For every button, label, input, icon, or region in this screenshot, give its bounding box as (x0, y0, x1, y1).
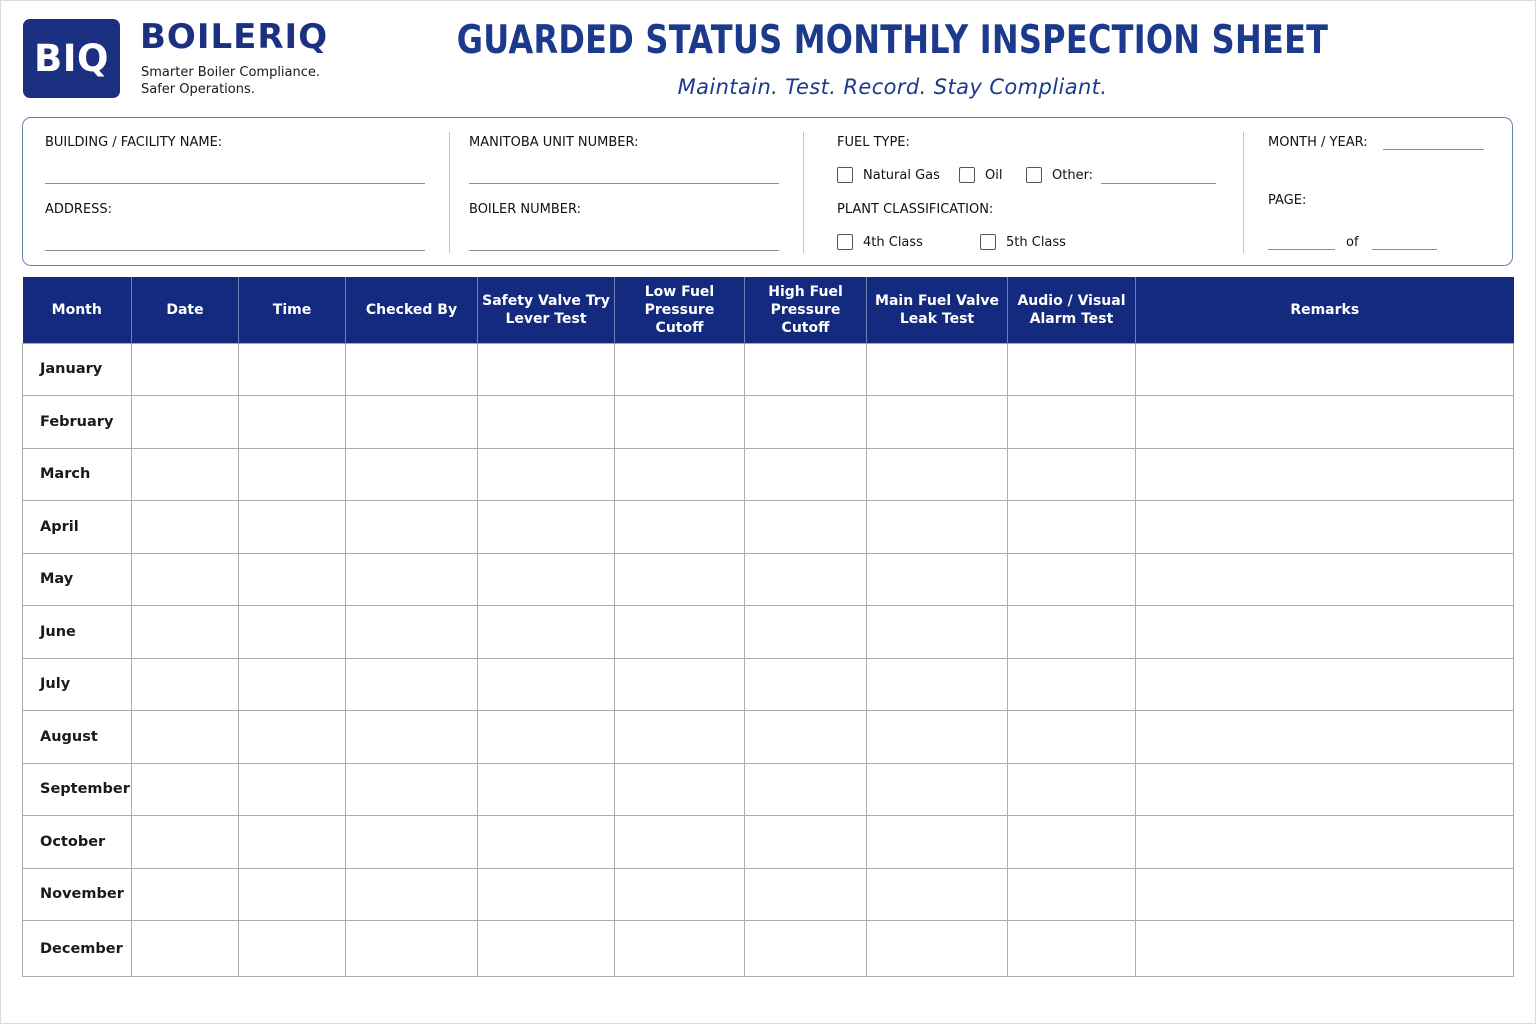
month-cell: June (23, 606, 132, 659)
entry-cell[interactable] (239, 553, 346, 606)
entry-cell[interactable] (1136, 921, 1514, 977)
page-subtitle: Maintain. Test. Record. Stay Compliant. (677, 75, 1108, 99)
entry-cell[interactable] (478, 396, 615, 449)
entry-cell[interactable] (1136, 553, 1514, 606)
entry-cell[interactable] (1008, 868, 1136, 921)
brand-tagline-2: Safer Operations. (141, 82, 255, 97)
entry-cell[interactable] (132, 606, 239, 659)
entry-cell[interactable] (745, 343, 867, 396)
entry-cell[interactable] (239, 343, 346, 396)
month-cell: April (23, 501, 132, 554)
entry-cell[interactable] (239, 448, 346, 501)
month-cell: November (23, 868, 132, 921)
divider (1243, 132, 1244, 253)
column-header: Main Fuel Valve Leak Test (867, 277, 1008, 343)
table-row (23, 763, 1514, 816)
entry-cell[interactable] (867, 868, 1008, 921)
month-cell: May (23, 553, 132, 606)
entry-cell[interactable] (745, 711, 867, 764)
entry-cell[interactable] (1136, 816, 1514, 869)
column-header: Audio / Visual Alarm Test (1008, 277, 1136, 343)
building-name-field[interactable] (45, 183, 425, 184)
entry-cell[interactable] (867, 343, 1008, 396)
entry-cell[interactable] (132, 816, 239, 869)
entry-cell[interactable] (239, 868, 346, 921)
month-cell: January (23, 343, 132, 396)
page-title: GUARDED STATUS MONTHLY INSPECTION SHEET (456, 18, 1329, 63)
entry-cell[interactable] (132, 763, 239, 816)
table-row (23, 868, 1514, 921)
entry-cell[interactable] (867, 501, 1008, 554)
entry-cell[interactable] (346, 763, 478, 816)
column-header: Date (132, 277, 239, 343)
entry-cell[interactable] (478, 816, 615, 869)
entry-cell[interactable] (867, 448, 1008, 501)
table-row (23, 553, 1514, 606)
entry-cell[interactable] (745, 396, 867, 449)
page-label: PAGE: (1268, 193, 1307, 208)
entry-cell[interactable] (1008, 658, 1136, 711)
entry-cell[interactable] (867, 658, 1008, 711)
entry-cell[interactable] (615, 553, 745, 606)
table-row (23, 921, 1514, 977)
entry-cell[interactable] (132, 501, 239, 554)
table-row (23, 658, 1514, 711)
entry-cell[interactable] (615, 816, 745, 869)
entry-cell[interactable] (1136, 396, 1514, 449)
entry-cell[interactable] (745, 816, 867, 869)
table-row (23, 448, 1514, 501)
entry-cell[interactable] (478, 448, 615, 501)
entry-cell[interactable] (1136, 343, 1514, 396)
entry-cell[interactable] (745, 606, 867, 659)
entry-cell[interactable] (745, 921, 867, 977)
column-header: High Fuel Pressure Cutoff (745, 277, 867, 343)
other-fuel-checkbox[interactable] (1026, 167, 1042, 183)
entry-cell[interactable] (745, 448, 867, 501)
oil-checkbox[interactable] (959, 167, 975, 183)
entry-cell[interactable] (346, 658, 478, 711)
fuel-type-label: FUEL TYPE: (837, 135, 910, 150)
entry-cell[interactable] (867, 396, 1008, 449)
entry-cell[interactable] (615, 658, 745, 711)
month-cell: July (23, 658, 132, 711)
other-fuel-label: Other: (1052, 168, 1094, 183)
entry-cell[interactable] (132, 658, 239, 711)
entry-cell[interactable] (1008, 343, 1136, 396)
table-header (23, 277, 1514, 343)
table-row (23, 711, 1514, 764)
column-header: Time (239, 277, 346, 343)
oil-label: Oil (985, 168, 1003, 183)
entry-cell[interactable] (1008, 921, 1136, 977)
month-cell: August (23, 711, 132, 764)
entry-cell[interactable] (478, 868, 615, 921)
entry-cell[interactable] (867, 816, 1008, 869)
fourth-class-label: 4th Class (863, 235, 923, 250)
address-field[interactable] (45, 250, 425, 251)
boiler-number-field[interactable] (469, 250, 779, 251)
entry-cell[interactable] (615, 343, 745, 396)
entry-cell[interactable] (239, 396, 346, 449)
month-cell: December (23, 921, 132, 977)
entry-cell[interactable] (239, 763, 346, 816)
entry-cell[interactable] (1008, 501, 1136, 554)
column-header: Safety Valve Try Lever Test (478, 277, 615, 343)
entry-cell[interactable] (1136, 658, 1514, 711)
address-label: ADDRESS: (45, 202, 113, 217)
month-cell: October (23, 816, 132, 869)
entry-cell[interactable] (346, 343, 478, 396)
divider (449, 132, 450, 253)
entry-cell[interactable] (478, 606, 615, 659)
entry-cell[interactable] (478, 711, 615, 764)
divider (803, 132, 804, 253)
entry-cell[interactable] (1008, 763, 1136, 816)
entry-cell[interactable] (478, 553, 615, 606)
entry-cell[interactable] (615, 606, 745, 659)
fifth-class-checkbox[interactable] (980, 234, 996, 250)
month-year-label: MONTH / YEAR: (1268, 135, 1368, 150)
table-row (23, 396, 1514, 449)
entry-cell[interactable] (346, 868, 478, 921)
entry-cell[interactable] (132, 921, 239, 977)
entry-cell[interactable] (239, 711, 346, 764)
entry-cell[interactable] (615, 501, 745, 554)
unit-number-label: MANITOBA UNIT NUMBER: (469, 135, 639, 150)
month-cell: March (23, 448, 132, 501)
entry-cell[interactable] (346, 921, 478, 977)
entry-cell[interactable] (615, 921, 745, 977)
natural-gas-checkbox[interactable] (837, 167, 853, 183)
entry-cell[interactable] (478, 501, 615, 554)
inspection-table (22, 277, 1513, 977)
page-total-field[interactable] (1372, 249, 1437, 250)
entry-cell[interactable] (346, 396, 478, 449)
entry-cell[interactable] (867, 553, 1008, 606)
entry-cell[interactable] (239, 816, 346, 869)
entry-cell[interactable] (132, 448, 239, 501)
month-cell: September (23, 763, 132, 816)
natural-gas-label: Natural Gas (863, 168, 940, 183)
page-number-field[interactable] (1268, 249, 1335, 250)
entry-cell[interactable] (239, 658, 346, 711)
entry-cell[interactable] (1136, 763, 1514, 816)
entry-cell[interactable] (1008, 711, 1136, 764)
entry-cell[interactable] (132, 396, 239, 449)
entry-cell[interactable] (867, 711, 1008, 764)
entry-cell[interactable] (346, 448, 478, 501)
page-of-label: of (1346, 235, 1359, 250)
plant-class-label: PLANT CLASSIFICATION: (837, 202, 994, 217)
entry-cell[interactable] (1008, 816, 1136, 869)
entry-cell[interactable] (1008, 396, 1136, 449)
table-row (23, 501, 1514, 554)
brand-tagline: Smarter Boiler Compliance. (141, 65, 321, 80)
entry-cell[interactable] (615, 868, 745, 921)
entry-cell[interactable] (346, 501, 478, 554)
brand-logo (23, 19, 120, 98)
entry-cell[interactable] (346, 606, 478, 659)
entry-cell[interactable] (132, 711, 239, 764)
month-year-field[interactable] (1383, 149, 1484, 150)
entry-cell[interactable] (1136, 606, 1514, 659)
other-fuel-field[interactable] (1101, 183, 1216, 184)
month-cell: February (23, 396, 132, 449)
entry-cell[interactable] (478, 763, 615, 816)
entry-cell[interactable] (867, 921, 1008, 977)
entry-cell[interactable] (615, 448, 745, 501)
entry-cell[interactable] (1136, 501, 1514, 554)
fourth-class-checkbox[interactable] (837, 234, 853, 250)
entry-cell[interactable] (132, 868, 239, 921)
building-name-label: BUILDING / FACILITY NAME: (45, 135, 223, 150)
entry-cell[interactable] (239, 501, 346, 554)
entry-cell[interactable] (867, 606, 1008, 659)
entry-cell[interactable] (745, 553, 867, 606)
entry-cell[interactable] (1008, 448, 1136, 501)
table-row (23, 343, 1514, 396)
entry-cell[interactable] (1136, 868, 1514, 921)
entry-cell[interactable] (745, 501, 867, 554)
logo-text: BIQ (34, 37, 109, 80)
entry-cell[interactable] (132, 343, 239, 396)
unit-number-field[interactable] (469, 183, 779, 184)
entry-cell[interactable] (1136, 711, 1514, 764)
entry-cell[interactable] (1008, 606, 1136, 659)
entry-cell[interactable] (745, 763, 867, 816)
entry-cell[interactable] (478, 343, 615, 396)
boiler-number-label: BOILER NUMBER: (469, 202, 581, 217)
entry-cell[interactable] (745, 868, 867, 921)
entry-cell[interactable] (615, 396, 745, 449)
info-panel (22, 117, 1513, 266)
entry-cell[interactable] (615, 711, 745, 764)
entry-cell[interactable] (132, 553, 239, 606)
entry-cell[interactable] (615, 763, 745, 816)
entry-cell[interactable] (346, 816, 478, 869)
table-row (23, 816, 1514, 869)
entry-cell[interactable] (239, 921, 346, 977)
column-header: Remarks (1136, 277, 1514, 343)
brand-name: BOILERIQ (140, 17, 329, 57)
entry-cell[interactable] (1136, 448, 1514, 501)
column-header: Low Fuel Pressure Cutoff (615, 277, 745, 343)
column-header: Month (51, 301, 102, 318)
entry-cell[interactable] (239, 606, 346, 659)
column-header: Checked By (346, 277, 478, 343)
entry-cell[interactable] (745, 658, 867, 711)
fifth-class-label: 5th Class (1006, 235, 1066, 250)
table-row (23, 606, 1514, 659)
entry-cell[interactable] (346, 553, 478, 606)
entry-cell[interactable] (478, 921, 615, 977)
entry-cell[interactable] (346, 711, 478, 764)
entry-cell[interactable] (478, 658, 615, 711)
entry-cell[interactable] (1008, 553, 1136, 606)
entry-cell[interactable] (867, 763, 1008, 816)
